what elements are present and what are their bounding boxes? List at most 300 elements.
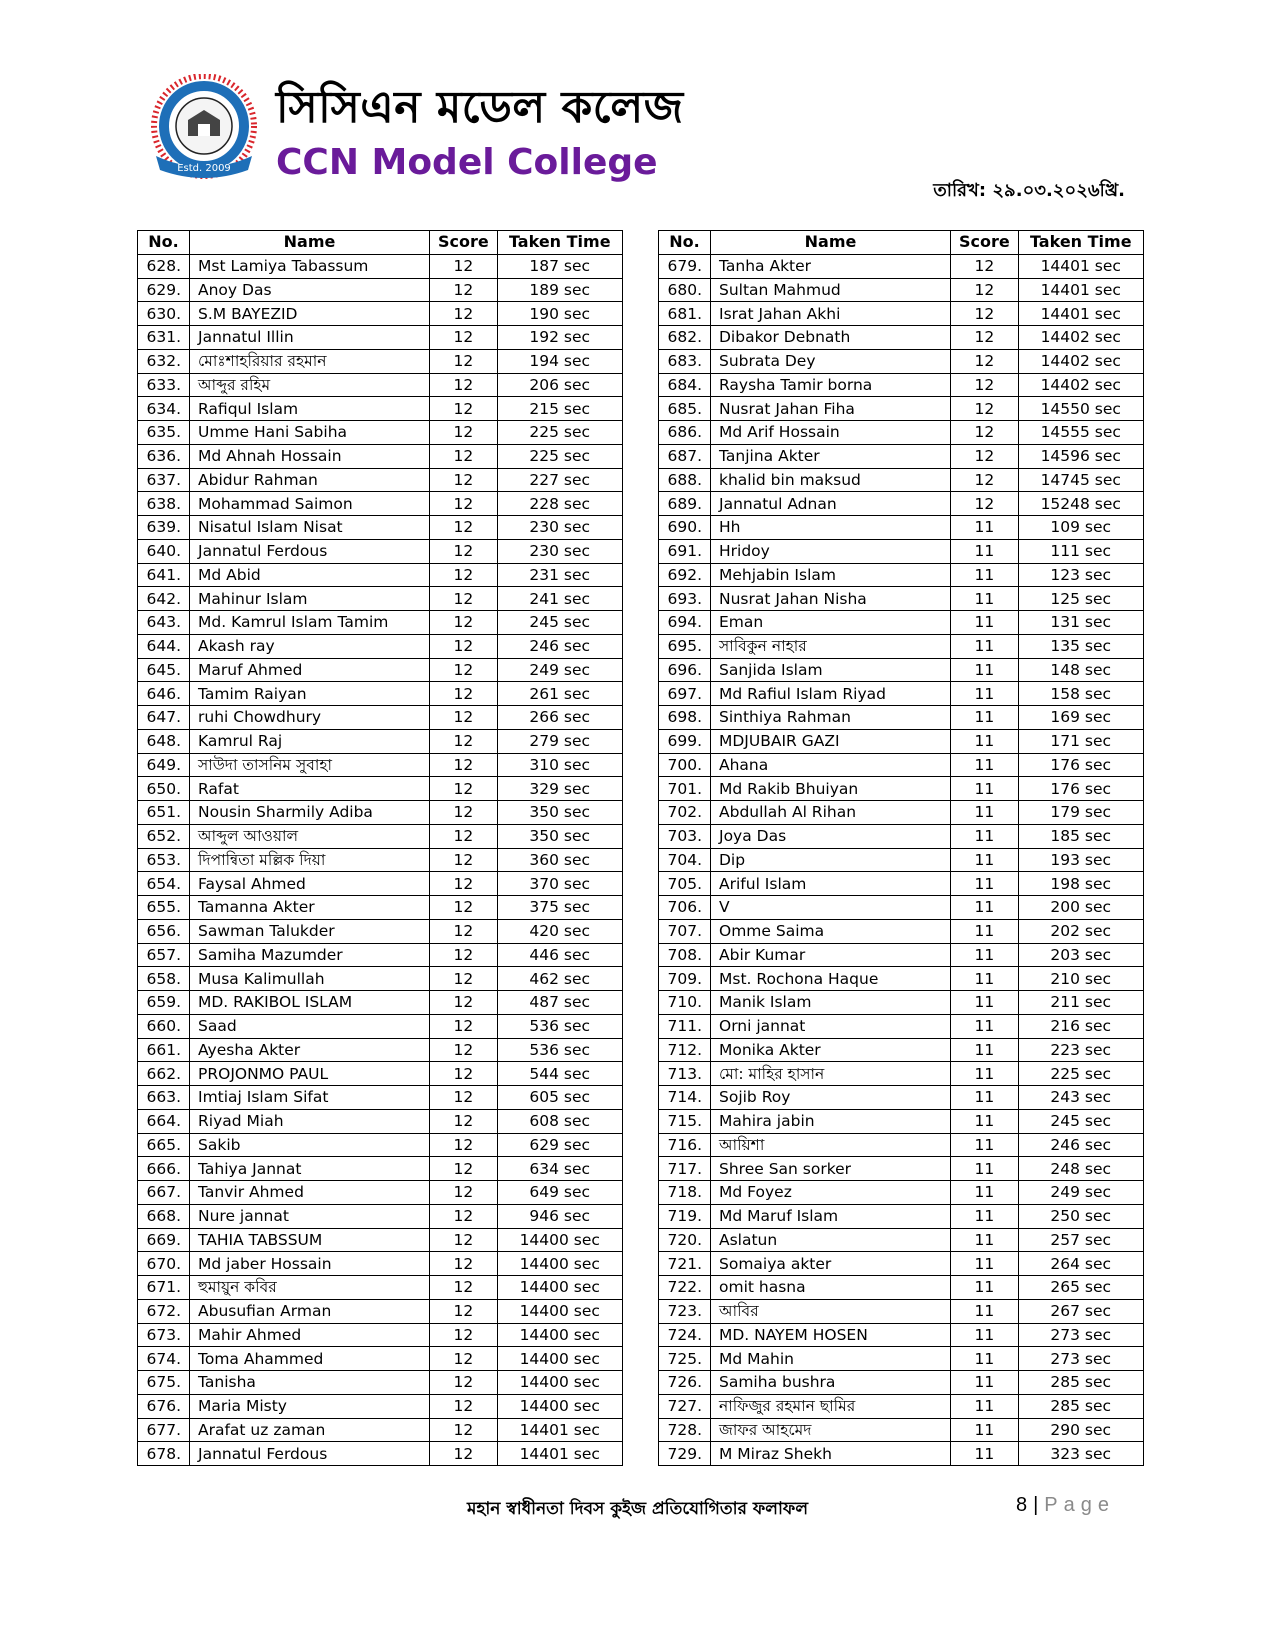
row-number: 683. [659, 349, 711, 373]
participant-name: Tahiya Jannat [190, 1157, 430, 1181]
participant-name: Ahana [711, 753, 951, 777]
taken-time: 223 sec [1018, 1038, 1143, 1062]
row-number: 663. [138, 1086, 190, 1110]
page-separator: | [1033, 1494, 1039, 1516]
row-number: 699. [659, 729, 711, 753]
table-row [659, 1181, 1144, 1205]
participant-name: Mahir Ahmed [190, 1323, 430, 1347]
row-number: 685. [659, 397, 711, 421]
row-number: 664. [138, 1109, 190, 1133]
participant-score: 12 [430, 539, 498, 563]
participant-score: 12 [430, 777, 498, 801]
participant-score: 12 [430, 468, 498, 492]
row-number: 677. [138, 1418, 190, 1442]
participant-score: 12 [430, 706, 498, 730]
participant-name: Dibakor Debnath [711, 326, 951, 350]
table-row [138, 1299, 623, 1323]
table-row [138, 1086, 623, 1110]
participant-name: Sinthiya Rahman [711, 706, 951, 730]
taken-time: 185 sec [1018, 824, 1143, 848]
row-number: 629. [138, 278, 190, 302]
participant-name: Samiha Mazumder [190, 943, 430, 967]
taken-time: 14596 sec [1018, 444, 1143, 468]
table-row [138, 801, 623, 825]
table-row [138, 302, 623, 326]
participant-score: 11 [951, 611, 1019, 635]
row-number: 718. [659, 1181, 711, 1205]
row-number: 643. [138, 611, 190, 635]
taken-time: 148 sec [1018, 658, 1143, 682]
participant-name: Sakib [190, 1133, 430, 1157]
taken-time: 14400 sec [497, 1252, 622, 1276]
table-row [138, 1157, 623, 1181]
participant-name: Akash ray [190, 634, 430, 658]
table-row [138, 397, 623, 421]
row-number: 638. [138, 492, 190, 516]
results-table-left [137, 230, 623, 1466]
taken-time: 111 sec [1018, 539, 1143, 563]
participant-name: Tamim Raiyan [190, 682, 430, 706]
taken-time: 14401 sec [1018, 302, 1143, 326]
taken-time: 310 sec [497, 753, 622, 777]
participant-name: khalid bin maksud [711, 468, 951, 492]
row-number: 707. [659, 919, 711, 943]
participant-score: 12 [430, 943, 498, 967]
row-number: 653. [138, 848, 190, 872]
row-number: 640. [138, 539, 190, 563]
table-row [138, 682, 623, 706]
taken-time: 350 sec [497, 801, 622, 825]
participant-score: 12 [430, 587, 498, 611]
table-row [659, 397, 1144, 421]
participant-score: 12 [430, 611, 498, 635]
participant-score: 12 [430, 872, 498, 896]
participant-name: M Miraz Shekh [711, 1442, 951, 1466]
row-number: 694. [659, 611, 711, 635]
column-header-no: No. [659, 231, 711, 255]
table-row [138, 1204, 623, 1228]
participant-score: 12 [430, 634, 498, 658]
row-number: 680. [659, 278, 711, 302]
taken-time: 14400 sec [497, 1371, 622, 1395]
taken-time: 225 sec [497, 444, 622, 468]
row-number: 667. [138, 1181, 190, 1205]
table-row [659, 611, 1144, 635]
participant-score: 12 [430, 373, 498, 397]
participant-score: 11 [951, 1109, 1019, 1133]
taken-time: 14401 sec [1018, 278, 1143, 302]
taken-time: 228 sec [497, 492, 622, 516]
row-number: 666. [138, 1157, 190, 1181]
table-row [138, 1347, 623, 1371]
taken-time: 420 sec [497, 919, 622, 943]
row-number: 672. [138, 1299, 190, 1323]
table-body [659, 254, 1144, 1465]
participant-name: Ariful Islam [711, 872, 951, 896]
table-body [138, 254, 623, 1465]
taken-time: 109 sec [1018, 516, 1143, 540]
participant-score: 12 [430, 1418, 498, 1442]
row-number: 706. [659, 896, 711, 920]
table-header-row [659, 231, 1144, 255]
taken-time: 176 sec [1018, 777, 1143, 801]
table-row [659, 1418, 1144, 1442]
participant-score: 12 [430, 1204, 498, 1228]
column-header-score: Score [951, 231, 1019, 255]
taken-time: 14400 sec [497, 1228, 622, 1252]
participant-score: 12 [951, 444, 1019, 468]
participant-name: Jannatul Illin [190, 326, 430, 350]
participant-score: 12 [430, 1371, 498, 1395]
row-number: 645. [138, 658, 190, 682]
table-row [138, 373, 623, 397]
participant-name: দিপান্বিতা মল্লিক দিয়া [190, 848, 430, 872]
taken-time: 629 sec [497, 1133, 622, 1157]
taken-time: 487 sec [497, 991, 622, 1015]
participant-score: 11 [951, 729, 1019, 753]
participant-score: 12 [430, 349, 498, 373]
participant-name: Abir Kumar [711, 943, 951, 967]
taken-time: 279 sec [497, 729, 622, 753]
participant-score: 11 [951, 1323, 1019, 1347]
participant-name: Nusrat Jahan Fiha [711, 397, 951, 421]
participant-name: Hridoy [711, 539, 951, 563]
table-row [659, 1228, 1144, 1252]
participant-name: Rafiqul Islam [190, 397, 430, 421]
participant-score: 12 [430, 1086, 498, 1110]
participant-name: Rafat [190, 777, 430, 801]
participant-score: 12 [951, 397, 1019, 421]
row-number: 716. [659, 1133, 711, 1157]
participant-score: 12 [430, 896, 498, 920]
row-number: 710. [659, 991, 711, 1015]
row-number: 656. [138, 919, 190, 943]
row-number: 647. [138, 706, 190, 730]
taken-time: 203 sec [1018, 943, 1143, 967]
table-row [659, 682, 1144, 706]
table-row [138, 254, 623, 278]
row-number: 721. [659, 1252, 711, 1276]
participant-name: আব্দুল আওয়াল [190, 824, 430, 848]
participant-name: Nousin Sharmily Adiba [190, 801, 430, 825]
participant-score: 12 [430, 1394, 498, 1418]
table-row [659, 943, 1144, 967]
participant-score: 11 [951, 801, 1019, 825]
participant-name: Faysal Ahmed [190, 872, 430, 896]
taken-time: 14400 sec [497, 1347, 622, 1371]
taken-time: 273 sec [1018, 1347, 1143, 1371]
table-row [138, 539, 623, 563]
table-row [659, 896, 1144, 920]
participant-name: Samiha bushra [711, 1371, 951, 1395]
table-row [659, 516, 1144, 540]
participant-score: 12 [430, 516, 498, 540]
participant-name: Aslatun [711, 1228, 951, 1252]
taken-time: 179 sec [1018, 801, 1143, 825]
table-row [138, 729, 623, 753]
row-number: 671. [138, 1276, 190, 1300]
participant-name: MD. NAYEM HOSEN [711, 1323, 951, 1347]
participant-score: 12 [951, 278, 1019, 302]
taken-time: 266 sec [497, 706, 622, 730]
participant-name: সাউদা তাসনিম সুবাহা [190, 753, 430, 777]
participant-name: Manik Islam [711, 991, 951, 1015]
taken-time: 267 sec [1018, 1299, 1143, 1323]
participant-name: Md Arif Hossain [711, 421, 951, 445]
taken-time: 14402 sec [1018, 326, 1143, 350]
participant-score: 12 [430, 682, 498, 706]
row-number: 693. [659, 587, 711, 611]
participant-name: Sawman Talukder [190, 919, 430, 943]
row-number: 650. [138, 777, 190, 801]
row-number: 713. [659, 1062, 711, 1086]
participant-name: Saad [190, 1014, 430, 1038]
participant-name: Mst Lamiya Tabassum [190, 254, 430, 278]
participant-score: 12 [951, 254, 1019, 278]
row-number: 722. [659, 1276, 711, 1300]
row-number: 673. [138, 1323, 190, 1347]
participant-score: 11 [951, 967, 1019, 991]
row-number: 692. [659, 563, 711, 587]
participant-name: Joya Das [711, 824, 951, 848]
participant-name: Omme Saima [711, 919, 951, 943]
taken-time: 125 sec [1018, 587, 1143, 611]
participant-score: 12 [430, 1062, 498, 1086]
table-row [138, 421, 623, 445]
taken-time: 14402 sec [1018, 349, 1143, 373]
participant-score: 11 [951, 658, 1019, 682]
table-row [138, 872, 623, 896]
seal-estd-text: Estd. 2009 [177, 163, 231, 174]
participant-name: Mehjabin Islam [711, 563, 951, 587]
row-number: 728. [659, 1418, 711, 1442]
table-row [659, 1014, 1144, 1038]
taken-time: 123 sec [1018, 563, 1143, 587]
participant-name: Md Ahnah Hossain [190, 444, 430, 468]
participant-name: Dip [711, 848, 951, 872]
table-row [138, 587, 623, 611]
participant-score: 11 [951, 706, 1019, 730]
table-row [138, 1418, 623, 1442]
taken-time: 131 sec [1018, 611, 1143, 635]
participant-score: 11 [951, 824, 1019, 848]
taken-time: 605 sec [497, 1086, 622, 1110]
participant-name: সাবিকুন নাহার [711, 634, 951, 658]
table-row [138, 444, 623, 468]
participant-name: আবির [711, 1299, 951, 1323]
table-row [138, 516, 623, 540]
page-label: Page [1044, 1494, 1115, 1516]
row-number: 651. [138, 801, 190, 825]
taken-time: 241 sec [497, 587, 622, 611]
table-row [659, 1394, 1144, 1418]
table-row [138, 753, 623, 777]
table-row [659, 563, 1144, 587]
page-header [150, 68, 684, 198]
taken-time: 189 sec [497, 278, 622, 302]
participant-score: 12 [430, 1038, 498, 1062]
taken-time: 230 sec [497, 516, 622, 540]
table-row [138, 1252, 623, 1276]
table-row [659, 1299, 1144, 1323]
taken-time: 370 sec [497, 872, 622, 896]
table-row [138, 1181, 623, 1205]
table-row [659, 729, 1144, 753]
taken-time: 14400 sec [497, 1276, 622, 1300]
taken-time: 248 sec [1018, 1157, 1143, 1181]
participant-score: 12 [430, 967, 498, 991]
row-number: 652. [138, 824, 190, 848]
table-row [659, 492, 1144, 516]
row-number: 682. [659, 326, 711, 350]
participant-name: MD. RAKIBOL ISLAM [190, 991, 430, 1015]
row-number: 702. [659, 801, 711, 825]
taken-time: 225 sec [1018, 1062, 1143, 1086]
table-row [138, 896, 623, 920]
participant-score: 12 [951, 373, 1019, 397]
row-number: 723. [659, 1299, 711, 1323]
row-number: 636. [138, 444, 190, 468]
table-row [659, 254, 1144, 278]
participant-name: Hh [711, 516, 951, 540]
participant-name: Imtiaj Islam Sifat [190, 1086, 430, 1110]
taken-time: 202 sec [1018, 919, 1143, 943]
table-row [659, 278, 1144, 302]
taken-time: 15248 sec [1018, 492, 1143, 516]
participant-score: 12 [951, 349, 1019, 373]
page-number [1016, 1494, 1115, 1517]
participant-score: 12 [430, 824, 498, 848]
row-number: 712. [659, 1038, 711, 1062]
participant-score: 12 [430, 1228, 498, 1252]
row-number: 700. [659, 753, 711, 777]
participant-score: 11 [951, 1157, 1019, 1181]
table-row [659, 1086, 1144, 1110]
table-row [138, 1014, 623, 1038]
participant-score: 12 [430, 1157, 498, 1181]
participant-name: Arafat uz zaman [190, 1418, 430, 1442]
taken-time: 249 sec [497, 658, 622, 682]
taken-time: 245 sec [1018, 1109, 1143, 1133]
participant-score: 11 [951, 991, 1019, 1015]
taken-time: 462 sec [497, 967, 622, 991]
table-row [138, 1276, 623, 1300]
participant-score: 12 [430, 801, 498, 825]
table-row [659, 991, 1144, 1015]
row-number: 688. [659, 468, 711, 492]
participant-score: 12 [430, 326, 498, 350]
taken-time: 193 sec [1018, 848, 1143, 872]
row-number: 628. [138, 254, 190, 278]
taken-time: 158 sec [1018, 682, 1143, 706]
participant-name: নাফিজুর রহমান ছামির [711, 1394, 951, 1418]
row-number: 670. [138, 1252, 190, 1276]
table-row [659, 1157, 1144, 1181]
table-row [659, 1133, 1144, 1157]
taken-time: 171 sec [1018, 729, 1143, 753]
table-row [659, 1252, 1144, 1276]
table-row [138, 563, 623, 587]
participant-score: 12 [951, 468, 1019, 492]
table-row [138, 919, 623, 943]
table-row [138, 278, 623, 302]
participant-name: Nusrat Jahan Nisha [711, 587, 951, 611]
participant-name: Mahira jabin [711, 1109, 951, 1133]
row-number: 676. [138, 1394, 190, 1418]
row-number: 681. [659, 302, 711, 326]
taken-time: 446 sec [497, 943, 622, 967]
taken-time: 14555 sec [1018, 421, 1143, 445]
row-number: 704. [659, 848, 711, 872]
taken-time: 536 sec [497, 1038, 622, 1062]
table-row [138, 1109, 623, 1133]
row-number: 689. [659, 492, 711, 516]
participant-name: Md Foyez [711, 1181, 951, 1205]
table-row [659, 373, 1144, 397]
table-row [138, 468, 623, 492]
participant-name: Ayesha Akter [190, 1038, 430, 1062]
column-header-no: No. [138, 231, 190, 255]
taken-time: 216 sec [1018, 1014, 1143, 1038]
participant-score: 12 [430, 1323, 498, 1347]
participant-name: Musa Kalimullah [190, 967, 430, 991]
participant-name: Riyad Miah [190, 1109, 430, 1133]
participant-score: 12 [430, 919, 498, 943]
participant-score: 11 [951, 539, 1019, 563]
taken-time: 360 sec [497, 848, 622, 872]
participant-score: 12 [430, 1252, 498, 1276]
taken-time: 375 sec [497, 896, 622, 920]
participant-name: মোঃশাহরিয়ার রহমান [190, 349, 430, 373]
participant-name: Kamrul Raj [190, 729, 430, 753]
table-row [659, 658, 1144, 682]
taken-time: 227 sec [497, 468, 622, 492]
participant-name: Somaiya akter [711, 1252, 951, 1276]
table-row [138, 1133, 623, 1157]
table-row [659, 824, 1144, 848]
row-number: 649. [138, 753, 190, 777]
row-number: 695. [659, 634, 711, 658]
column-header-score: Score [430, 231, 498, 255]
participant-score: 12 [951, 421, 1019, 445]
participant-name: Umme Hani Sabiha [190, 421, 430, 445]
table-row [138, 967, 623, 991]
taken-time: 230 sec [497, 539, 622, 563]
taken-time: 215 sec [497, 397, 622, 421]
row-number: 661. [138, 1038, 190, 1062]
row-number: 632. [138, 349, 190, 373]
participant-score: 11 [951, 1062, 1019, 1086]
taken-time: 285 sec [1018, 1371, 1143, 1395]
row-number: 687. [659, 444, 711, 468]
participant-score: 11 [951, 1228, 1019, 1252]
participant-name: omit hasna [711, 1276, 951, 1300]
taken-time: 264 sec [1018, 1252, 1143, 1276]
participant-score: 12 [430, 444, 498, 468]
row-number: 711. [659, 1014, 711, 1038]
participant-name: Israt Jahan Akhi [711, 302, 951, 326]
participant-score: 12 [430, 563, 498, 587]
table-row [659, 1038, 1144, 1062]
participant-score: 11 [951, 1133, 1019, 1157]
table-row [138, 706, 623, 730]
row-number: 660. [138, 1014, 190, 1038]
page-number-value: 8 [1015, 1494, 1028, 1516]
taken-time: 243 sec [1018, 1086, 1143, 1110]
table-row [138, 1062, 623, 1086]
participant-score: 12 [951, 326, 1019, 350]
row-number: 725. [659, 1347, 711, 1371]
